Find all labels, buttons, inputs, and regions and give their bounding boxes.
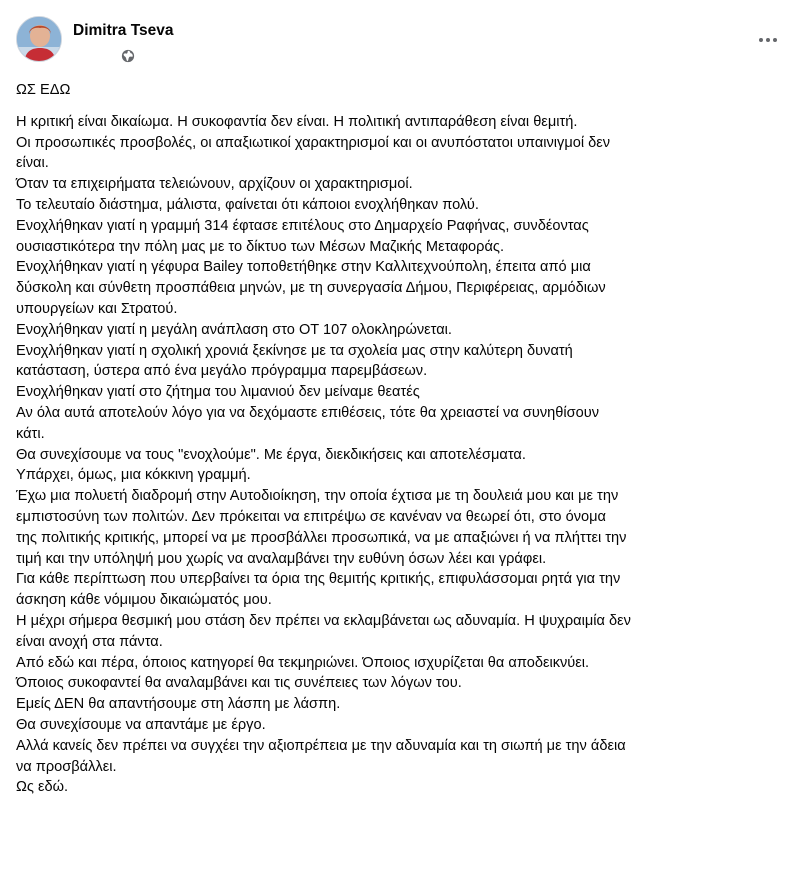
more-dot (766, 38, 770, 42)
more-dot (773, 38, 777, 42)
post-line: Αλλά κανείς δεν πρέπει να συγχέει την αξιοπρέπεια με την αδυναμία και τη σιωπή με την άδεια (16, 737, 626, 754)
post-line: κάτι. (16, 425, 45, 442)
post-line: Όποιος συκοφαντεί θα αναλαμβάνει και τις συνέπειες των λόγων του. (16, 675, 462, 692)
author-name[interactable]: Dimitra Tseva (73, 22, 174, 39)
post-line: Ενοχλήθηκαν γιατί η γραμμή 314 έφτασε επιτέλους στο Δημαρχείο Ραφήνας, συνδέοντας (16, 217, 589, 234)
post-line: άσκηση κάθε νόμιμου δικαιώματός μου. (16, 592, 272, 609)
post-line: υπουργείων και Στρατού. (16, 300, 178, 317)
post-line: είναι. (16, 155, 49, 172)
post-meta (73, 48, 373, 66)
post-line: Όταν τα επιχειρήματα τελειώνουν, αρχίζουν οι χαρακτηρισμοί. (16, 176, 413, 193)
post-line: Θα συνεχίσουμε να απαντάμε με έργο. (16, 716, 266, 733)
post-body (16, 80, 786, 798)
post-title: ΩΣ ΕΔΩ (16, 82, 71, 98)
post-line: Αν όλα αυτά αποτελούν λόγο για να δεχόμαστε επιθέσεις, τότε θα χρειαστεί να συνηθίσουν (16, 404, 599, 421)
more-dot (759, 38, 763, 42)
post-line: Ενοχλήθηκαν γιατί στο ζήτημα του λιμανιού δεν μείναμε θεατές (16, 384, 420, 401)
post-line: Υπάρχει, όμως, μια κόκκινη γραμμή. (16, 467, 251, 484)
more-options-icon[interactable] (750, 28, 786, 52)
post-line: ουσιαστικότερα την πόλη μας με το δίκτυο των Μέσων Μαζικής Μεταφοράς. (16, 238, 504, 255)
post-line: κατάσταση, ύστερα από ένα μεγάλο πρόγραμμα παρεμβάσεων. (16, 363, 428, 380)
post-header (16, 16, 786, 68)
author-avatar[interactable] (16, 16, 62, 62)
globe-icon[interactable] (121, 49, 135, 63)
post-line: Από εδώ και πέρα, όποιος κατηγορεί θα τεκμηριώνει. Όποιος ισχυρίζεται θα αποδεικνύει. (16, 654, 590, 671)
post-line: της πολιτικής κριτικής, μπορεί να με προσβάλλει προσωπικά, να με απαξιώνει ή να πλήττει την (16, 529, 627, 546)
post-line: Για κάθε περίπτωση που υπερβαίνει τα όρια της θεμιτής κριτικής, επιφυλάσσομαι ρητά για την (16, 571, 621, 588)
post-line: Ως εδώ. (16, 779, 69, 796)
post-line: εμπιστοσύνη των πολιτών. Δεν πρόκειται να επιτρέψω σε κανέναν να θεωρεί ότι, στο όνομα (16, 508, 606, 525)
post-line: Το τελευταίο διάστημα, μάλιστα, φαίνεται ότι κάποιοι ενοχλήθηκαν πολύ. (16, 196, 479, 213)
post-line: Ενοχλήθηκαν γιατί η γέφυρα Bailey τοποθετήθηκε στην Καλλιτεχνούπολη, έπειτα από μια (16, 259, 591, 276)
post-line: Ενοχλήθηκαν γιατί η σχολική χρονιά ξεκίνησε με τα σχολεία μας στην καλύτερη δυνατή (16, 342, 573, 359)
post-line: Η μέχρι σήμερα θεσμική μου στάση δεν πρέπει να εκλαμβάνεται ως αδυναμία. Η ψυχραιμία δεν (16, 612, 631, 629)
post-line: δύσκολη και σύνθετη προσπάθεια μηνών, με τη συνεργασία Δήμου, Περιφέρειας, αρμόδιων (16, 280, 606, 297)
post-line: Θα συνεχίσουμε να τους "ενοχλούμε". Με έργα, διεκδικήσεις και αποτελέσματα. (16, 446, 526, 463)
post-line: Οι προσωπικές προσβολές, οι απαξιωτικοί χαρακτηρισμοί και οι ανυπόστατοι υπαινιγμοί δεν (16, 134, 611, 151)
post-line: Η κριτική είναι δικαίωμα. Η συκοφαντία δεν είναι. Η πολιτική αντιπαράθεση είναι θεμιτή. (16, 113, 578, 130)
avatar-photo (17, 17, 62, 62)
post-line: Εμείς ΔΕΝ θα απαντήσουμε στη λάσπη με λάσπη. (16, 696, 341, 713)
post-line: τιμή και την υπόληψή μου χωρίς να αναλαμβάνει την ευθύνη όσων λέει και γράφει. (16, 550, 547, 567)
post-line: να προσβάλλει. (16, 758, 117, 775)
post-line: Ενοχλήθηκαν γιατί η μεγάλη ανάπλαση στο ΟΤ 107 ολοκληρώνεται. (16, 321, 452, 338)
post-line: Έχω μια πολυετή διαδρομή στην Αυτοδιοίκηση, την οποία έχτισα με τη δουλειά μου και με την (16, 488, 619, 505)
post-line: είναι ανοχή στα πάντα. (16, 633, 163, 650)
